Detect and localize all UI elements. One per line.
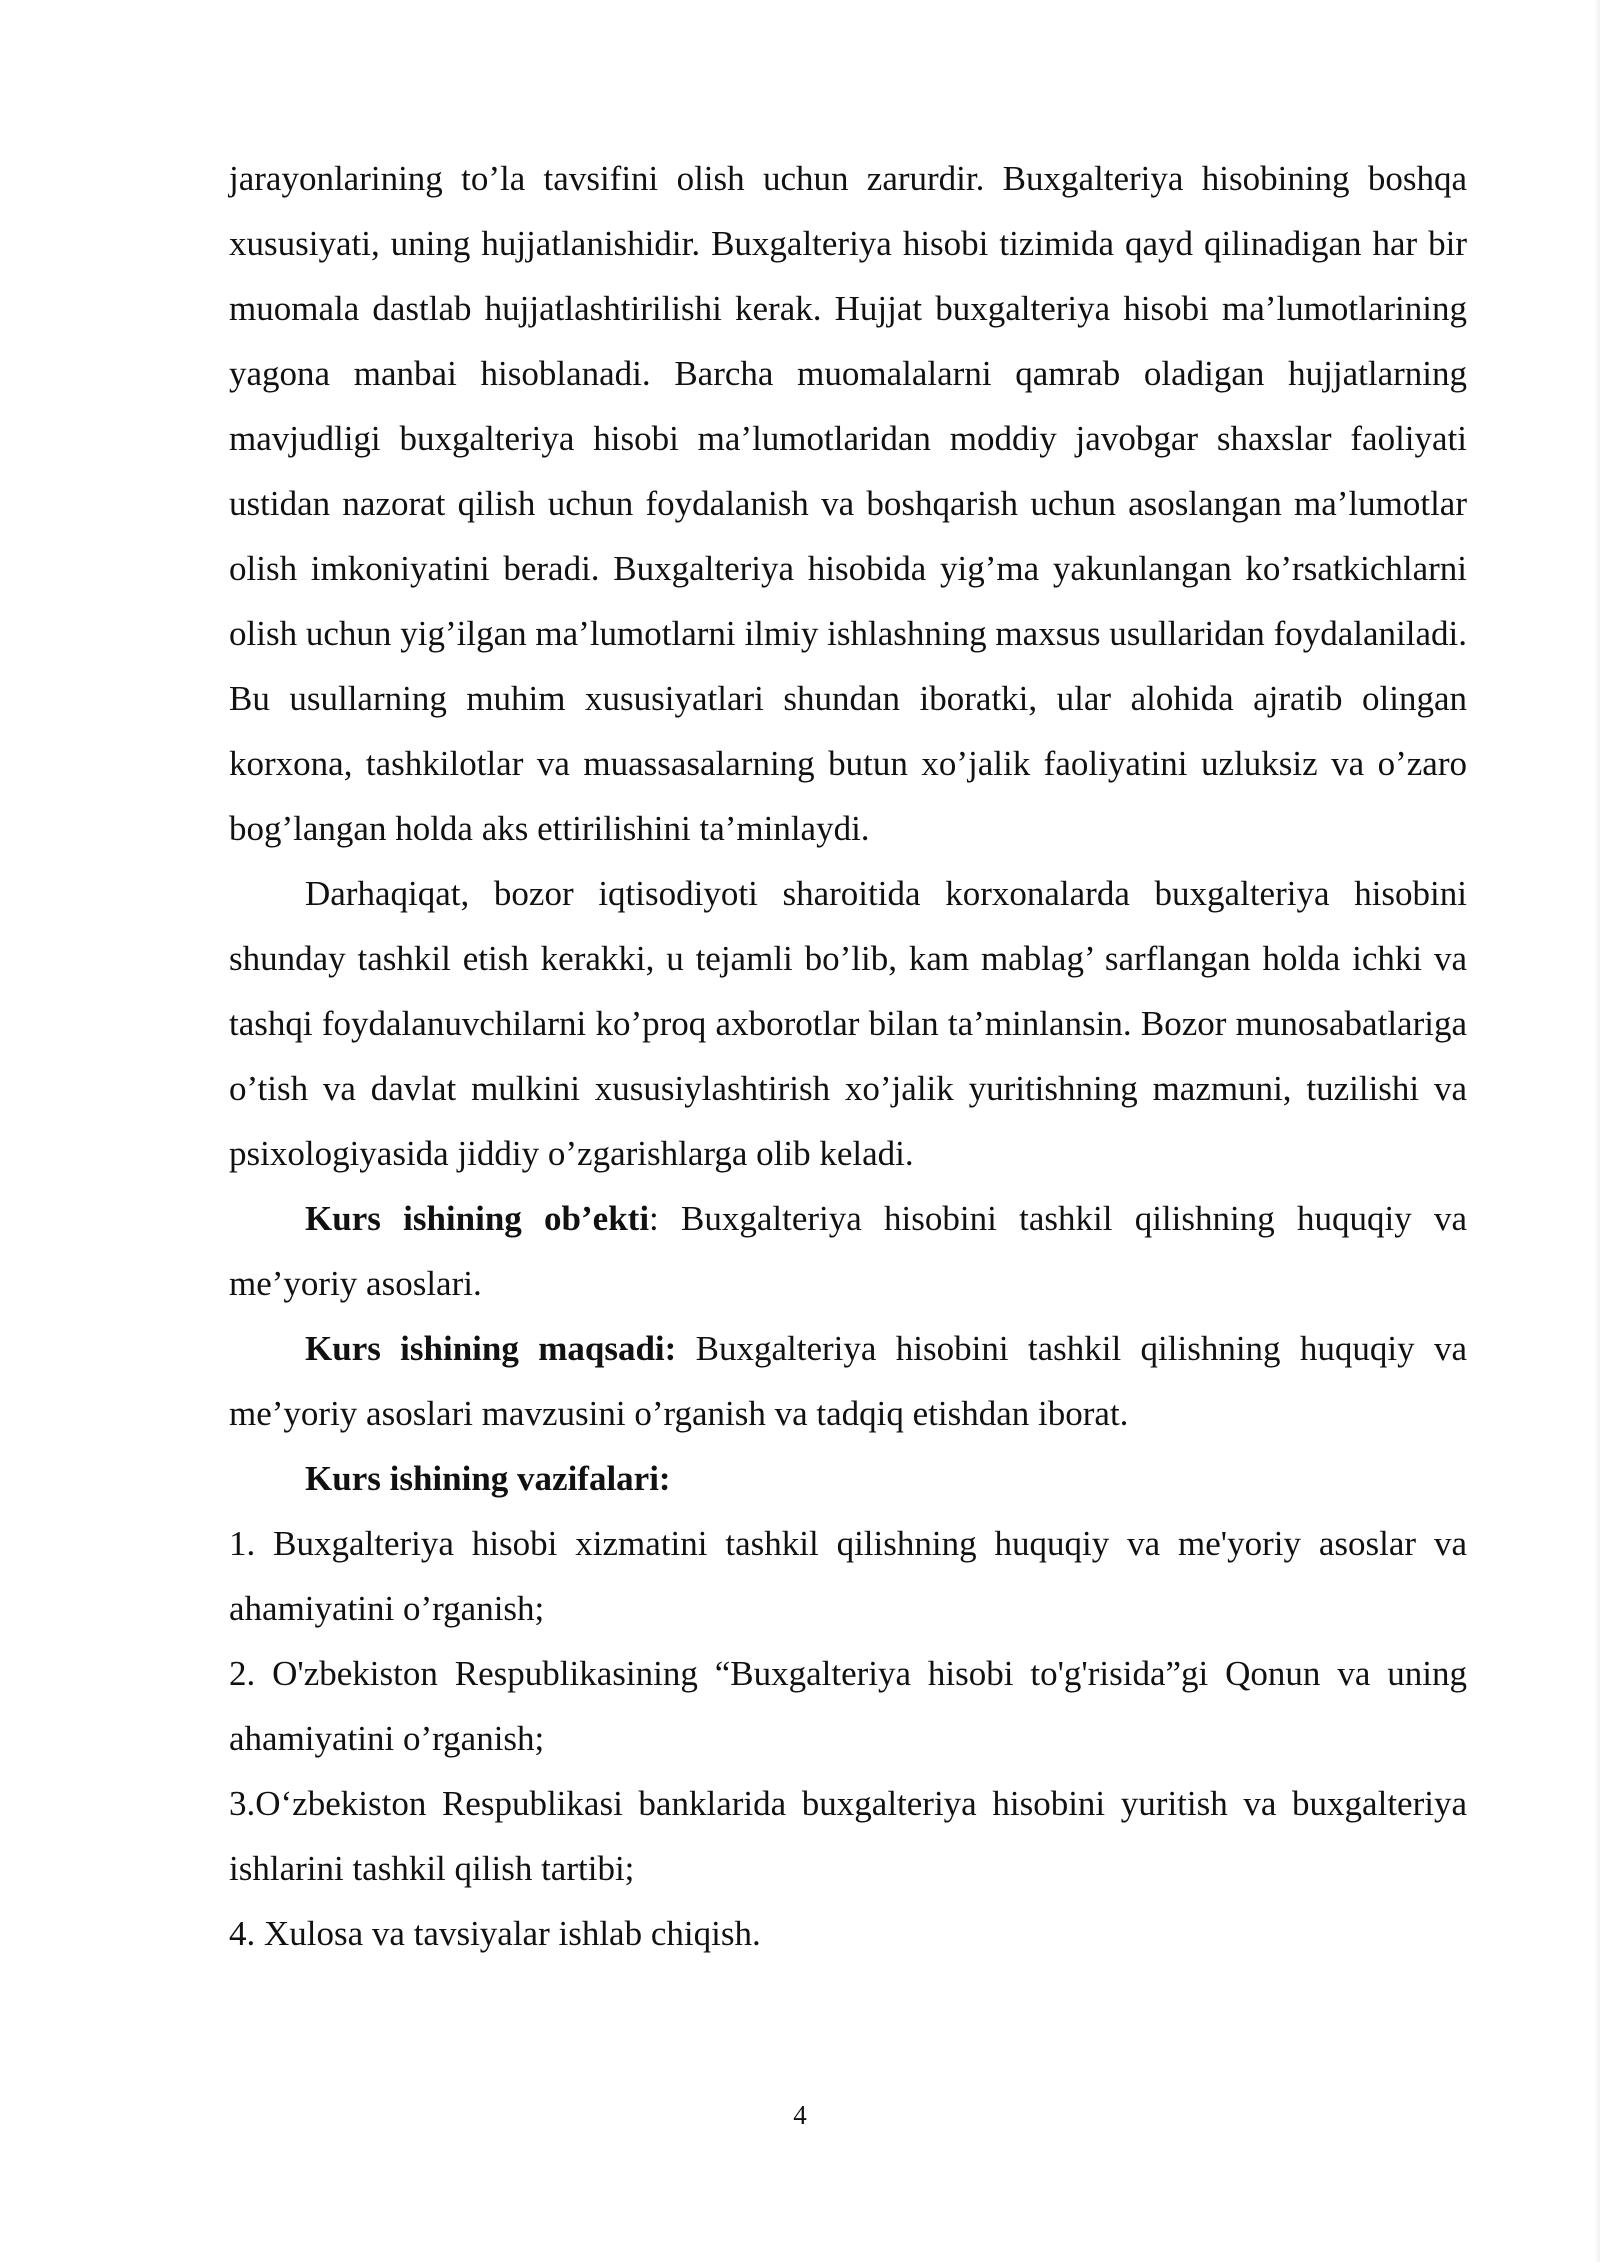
course-goal-text: Buxgalteriya hisobini tashkil qilishning huquqiy va me’yoriy asoslari mavzusini o’rganish va tadqiq etishdan iborat. <box>229 1329 1467 1433</box>
course-tasks-heading: Kurs ishining vazifalari: <box>305 1459 671 1498</box>
course-object-text: : Buxgalteriya hisobini tashkil qilishning huquqiy va me’yoriy asoslari. <box>229 1199 1467 1303</box>
page-number: 4 <box>793 2100 807 2130</box>
task-item-4: 4. Xulosa va tavsiyalar ishlab chiqish. <box>229 1914 761 1953</box>
page-edge-shadow <box>1594 0 1600 2262</box>
paragraph-continuation: jarayonlarining to’la tavsifini olish uchun zarurdir. Buxgalteriya hisobining boshqa xususiyati, uning hujjatlanishidir. Buxgalteriya hisobi tizimida qayd qilinadigan har bir muomala dastlab hujjatlashtirilishi kerak. Hujjat buxgalteriya hisobi ma’lumotlarining yagona manbai hisoblanadi. Barcha muomalalarni qamrab oladigan hujjatlarning mavjudligi buxgalteriya hisobi ma’lumotlaridan moddiy javobgar shaxslar faoliyati ustidan nazorat qilish uchun foydalanish va boshqarish uchun asoslangan ma’lumotlar olish imkoniyatini beradi. Buxgalteriya hisobida yig’ma yakunlangan ko’rsatkichlarni olish uchun yig’ilgan ma’lumotlarni ilmiy ishlashning maxsus usullaridan foydalaniladi. Bu usullarning muhim xususiyatlari shundan iboratki, ular alohida ajratib olingan korxona, tashkilotlar va muassasalarning butun xo’jalik faoliyatini uzluksiz va o’zaro bog’langan holda aks ettirilishini ta’minlaydi. <box>229 159 1467 848</box>
course-goal-paragraph <box>229 1316 1467 1446</box>
course-object-label: Kurs ishining ob’ekti <box>305 1199 650 1238</box>
course-object-paragraph <box>229 1186 1467 1316</box>
paragraph-market-economy: Darhaqiqat, bozor iqtisodiyoti sharoitida korxonalarda buxgalteriya hisobini shunday tashkil etish kerakki, u tejamli bo’lib, kam mablag’ sarflangan holda ichki va tashqi foydalanuvchilarni ko’proq axborotlar bilan ta’minlansin. Bozor munosabatlariga o’tish va davlat mulkini xususiylashtirish xo’jalik yuritishning mazmuni, tuzilishi va psixologiyasida jiddiy o’zgarishlarga olib keladi. <box>229 874 1467 1173</box>
task-item-2: 2. O'zbekiston Respublikasining “Buxgalteriya hisobi to'g'risida”gi Qonun va uning ahamiyatini o’rganish; <box>229 1654 1467 1758</box>
task-item-3: 3.O‘zbekiston Respublikasi banklarida buxgalteriya hisobini yuritish va buxgalteriya ishlarini tashkil qilish tartibi; <box>229 1784 1467 1888</box>
course-goal-label: Kurs ishining maqsadi: <box>305 1329 677 1368</box>
page-body <box>229 146 1467 1966</box>
task-item-1: 1. Buxgalteriya hisobi xizmatini tashkil qilishning huquqiy va me'yoriy asoslar va ahamiyatini o’rganish; <box>229 1524 1467 1628</box>
